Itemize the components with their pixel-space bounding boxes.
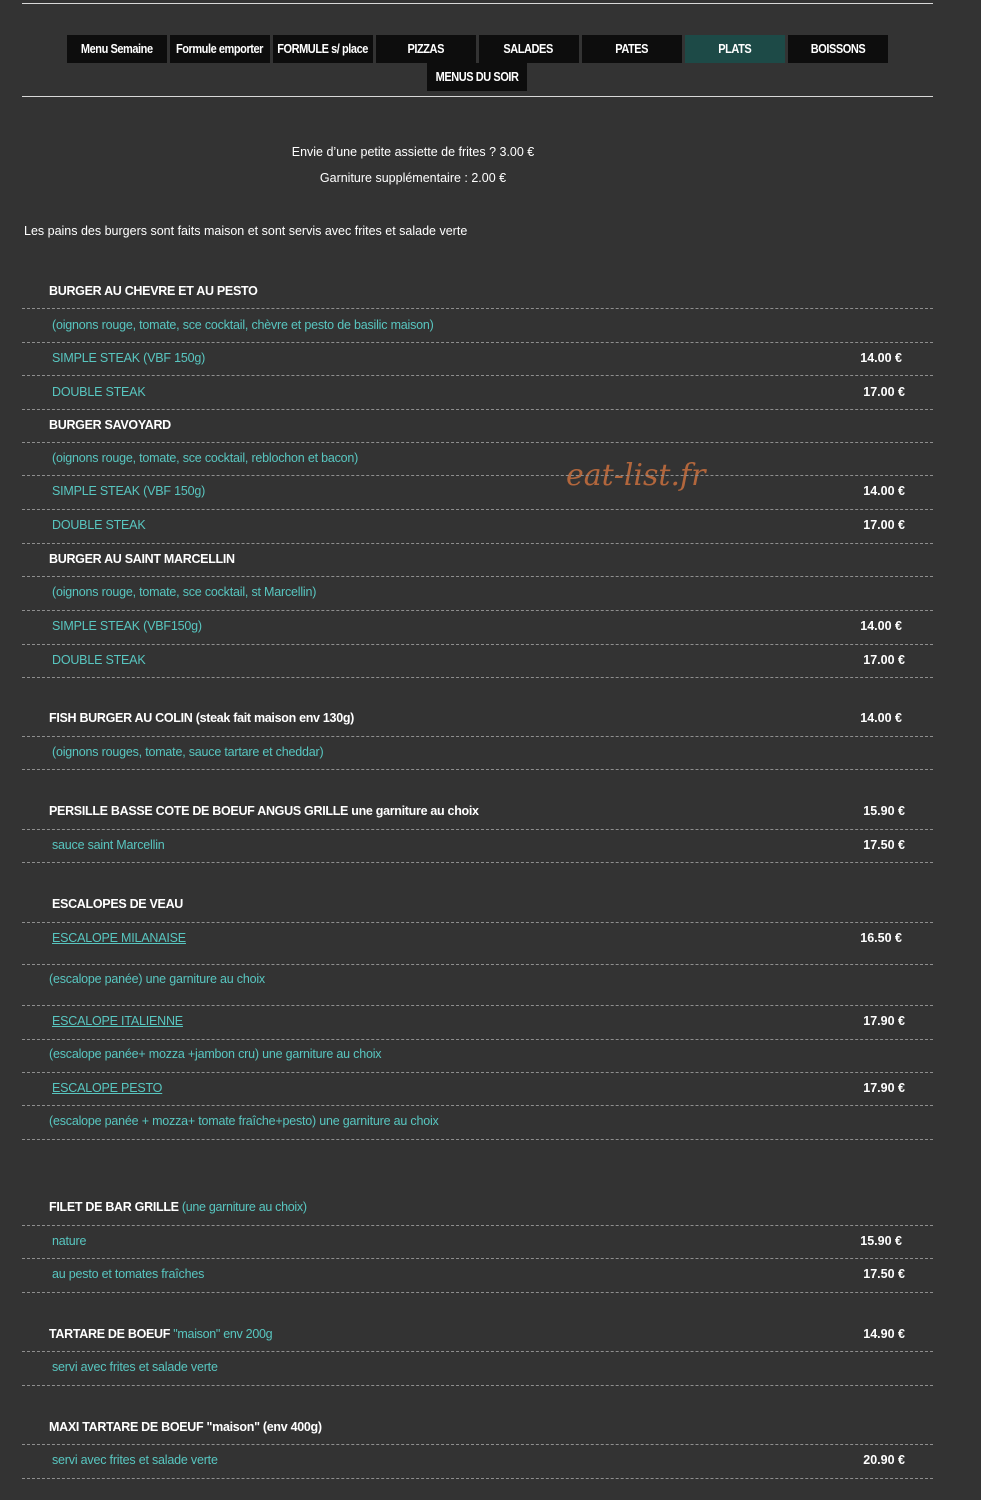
menu-row-burger-chevre-title	[22, 276, 933, 309]
menu-row-maxi-tartare-title	[22, 1386, 933, 1445]
item-description: (oignons rouge, tomate, sce cocktail, st Marcellin)	[52, 585, 317, 599]
menu-row-persille-title	[22, 770, 933, 830]
item-title: MAXI TARTARE DE BOEUF "maison" (env 400g)	[49, 1420, 322, 1434]
menu-row-escalopes-title	[22, 863, 933, 923]
tab-pizzas[interactable]: PIZZAS	[376, 35, 476, 63]
item-price: 17.90 €	[863, 1081, 905, 1095]
menu-row-fish-burger-title	[22, 678, 933, 737]
item-price: 17.00 €	[863, 518, 905, 532]
menu-row-fish-burger-desc	[22, 737, 933, 770]
item-title-note: "maison" env 200g	[173, 1327, 273, 1341]
item-title: ESCALOPES DE VEAU	[52, 897, 184, 911]
item-title: BURGER SAVOYARD	[49, 418, 171, 432]
menu-row-burger-chevre-desc	[22, 309, 933, 343]
menu-row-burger-marcellin-simple	[22, 611, 933, 645]
item-option: sauce saint Marcellin	[52, 838, 165, 852]
category-nav-row-2	[64, 63, 890, 91]
menu-row-maxi-tartare-desc	[22, 1445, 933, 1479]
tab-menus-du-soir[interactable]: MENUS DU SOIR	[427, 63, 527, 91]
item-price: 17.50 €	[863, 838, 905, 852]
tab-formule-emporter[interactable]: Formule emporter	[170, 35, 270, 63]
menu-row-burger-savoyard-title	[22, 410, 933, 443]
item-option: SIMPLE STEAK (VBF 150g)	[52, 351, 206, 365]
menu-row-tartare-title	[22, 1293, 933, 1352]
item-price: 15.90 €	[860, 1234, 902, 1248]
item-option: au pesto et tomates fraîches	[52, 1267, 205, 1281]
nav-divider	[22, 96, 933, 97]
menu-row-escalope-italienne-desc	[22, 1040, 933, 1073]
item-price: 20.90 €	[863, 1453, 905, 1467]
tab-formule-sur-place[interactable]: FORMULE s/ place	[273, 35, 373, 63]
item-price: 14.00 €	[860, 711, 902, 725]
item-price: 17.50 €	[863, 1267, 905, 1281]
escalope-milanaise-link[interactable]: ESCALOPE MILANAISE	[52, 931, 186, 945]
menu-row-burger-savoyard-simple	[22, 476, 933, 510]
item-description: servi avec frites et salade verte	[52, 1453, 218, 1467]
menu-row-escalope-pesto	[22, 1073, 933, 1106]
item-price: 17.90 €	[863, 1014, 905, 1028]
item-description: servi avec frites et salade verte	[52, 1360, 218, 1374]
menu-row-burger-chevre-double	[22, 376, 933, 410]
menu-row-escalope-milanaise	[22, 923, 933, 965]
item-option: DOUBLE STEAK	[52, 385, 146, 399]
fries-note: Envie d’une petite assiette de frites ? 3.00 €	[291, 145, 535, 159]
item-option: nature	[52, 1234, 87, 1248]
item-title: BURGER AU CHEVRE ET AU PESTO	[49, 284, 258, 298]
tab-salades[interactable]: SALADES	[479, 35, 579, 63]
top-divider	[22, 3, 933, 4]
item-price: 17.00 €	[863, 385, 905, 399]
category-nav	[64, 35, 890, 91]
escalope-italienne-link[interactable]: ESCALOPE ITALIENNE	[52, 1014, 183, 1028]
item-description: (oignons rouges, tomate, sauce tartare et cheddar)	[52, 745, 324, 759]
item-option: DOUBLE STEAK	[52, 518, 146, 532]
item-description: (escalope panée+ mozza +jambon cru) une garniture au choix	[49, 1047, 382, 1061]
item-title-note: (une garniture au choix)	[181, 1200, 307, 1214]
burger-intro: Les pains des burgers sont faits maison et sont servis avec frites et salade verte	[24, 224, 468, 238]
tab-menu-semaine[interactable]: Menu Semaine	[67, 35, 167, 63]
item-price: 16.50 €	[860, 931, 902, 945]
menu-row-escalope-pesto-desc	[22, 1106, 933, 1140]
escalope-pesto-link[interactable]: ESCALOPE PESTO	[52, 1081, 163, 1095]
item-title: TARTARE DE BOEUF	[49, 1327, 174, 1341]
tab-boissons[interactable]: BOISSONS	[788, 35, 888, 63]
menu-row-escalope-milanaise-desc	[22, 965, 933, 1006]
menu-row-burger-savoyard-desc	[22, 443, 933, 476]
item-description: (oignons rouge, tomate, sce cocktail, chèvre et pesto de basilic maison)	[52, 318, 434, 332]
menu-row-burger-marcellin-desc	[22, 577, 933, 611]
menu-row-burger-marcellin-double	[22, 645, 933, 678]
menu-row-persille-sauce	[22, 830, 933, 863]
menu-row-burger-savoyard-double	[22, 510, 933, 544]
menu-row-burger-chevre-simple	[22, 343, 933, 376]
item-option: SIMPLE STEAK (VBF150g)	[52, 619, 202, 633]
menu-row-burger-marcellin-title	[22, 544, 933, 577]
tab-plats[interactable]: PLATS	[685, 35, 785, 63]
item-price: 14.90 €	[863, 1327, 905, 1341]
menu-row-filet-bar-pesto	[22, 1259, 933, 1293]
garnish-note: Garniture supplémentaire : 2.00 €	[319, 171, 507, 185]
menu-row-escalope-italienne	[22, 1006, 933, 1040]
item-title: FISH BURGER AU COLIN (steak fait maison env 130g)	[49, 711, 355, 725]
item-option: DOUBLE STEAK	[52, 653, 146, 667]
item-price: 14.00 €	[860, 619, 902, 633]
item-title: BURGER AU SAINT MARCELLIN	[49, 552, 235, 566]
menu-row-filet-bar-nature	[22, 1226, 933, 1259]
category-nav-row-1	[64, 35, 890, 63]
item-description: (escalope panée) une garniture au choix	[49, 972, 265, 986]
item-price: 15.90 €	[863, 804, 905, 818]
tab-pates[interactable]: PATES	[582, 35, 682, 63]
watermark: eat-list.fr	[566, 458, 706, 493]
item-title: FILET DE BAR GRILLE	[49, 1200, 182, 1214]
menu-row-filet-bar-title	[22, 1140, 933, 1226]
item-price: 17.00 €	[863, 653, 905, 667]
item-title: PERSILLE BASSE COTE DE BOEUF ANGUS GRILLE une garniture au choix	[49, 804, 479, 818]
item-description: (oignons rouge, tomate, sce cocktail, reblochon et bacon)	[52, 451, 359, 465]
item-price: 14.00 €	[860, 351, 902, 365]
item-price: 14.00 €	[863, 484, 905, 498]
item-description: (escalope panée + mozza+ tomate fraîche+pesto) une garniture au choix	[49, 1114, 439, 1128]
item-option: SIMPLE STEAK (VBF 150g)	[52, 484, 206, 498]
menu-row-tartare-desc	[22, 1352, 933, 1386]
